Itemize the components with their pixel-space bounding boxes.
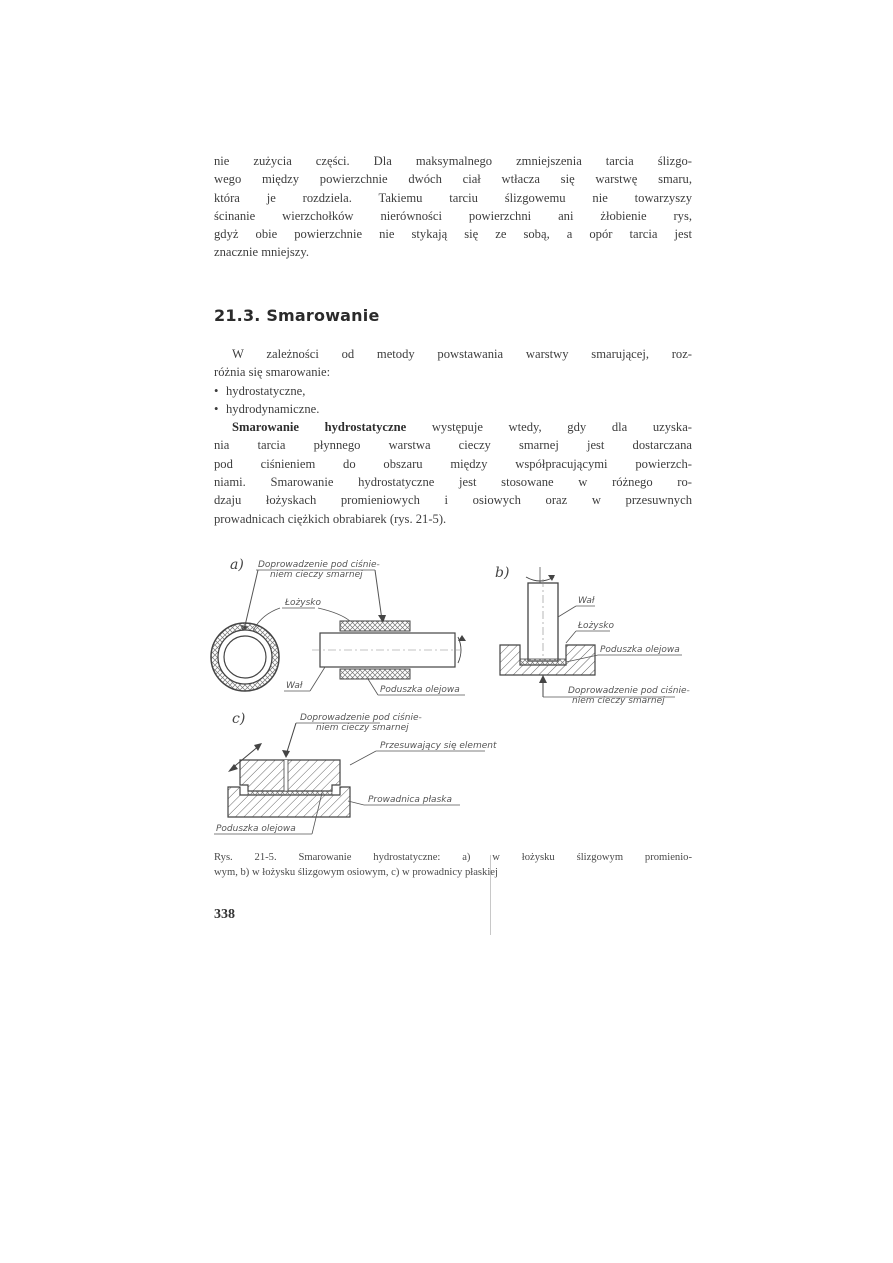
text-line: wego między powierzchnie dwóch ciał wtłacza się warstwę smaru, xyxy=(214,172,692,187)
bullet-item: • hydrodynamiczne. xyxy=(214,400,692,418)
label-oil-pad-a: Poduszka olejowa xyxy=(380,685,460,695)
label-guide: Prowadnica płaska xyxy=(368,795,452,805)
figure-letter-a: a) xyxy=(230,557,244,573)
figure-letter-b: b) xyxy=(495,565,510,581)
text-line: gdyż obie powierzchnie nie stykają się ze sobą, a opór tarcia jest xyxy=(214,227,692,242)
label-supply-a: Doprowadzenie pod ciśnie- xyxy=(258,560,380,570)
text-line: nia tarcia płynnego warstwa cieczy smarnej jest dostarczana xyxy=(214,438,692,453)
label-shaft-a: Wał xyxy=(286,681,303,691)
text-line: różnia się smarowanie: xyxy=(214,365,331,380)
text-line: prowadnicach ciężkich obrabiarek (rys. 21-5). xyxy=(214,511,447,526)
label-shaft-b: Wał xyxy=(578,596,595,606)
label-oil-pad-c: Poduszka olejowa xyxy=(216,824,296,834)
label-bearing-b: Łożysko xyxy=(578,621,615,631)
text-line: nie zużycia części. Dla maksymalnego zmniejszenia tarcia ślizgo- xyxy=(214,154,692,168)
figure-caption xyxy=(214,850,692,880)
label-supply-c: Doprowadzenie pod ciśnie- xyxy=(300,713,422,723)
text-fragment: występuje wtedy, gdy dla uzyska- xyxy=(406,420,693,435)
caption-line: Rys. 21-5. Smarowanie hydrostatyczne: a) w łożysku ślizgowym promienio- xyxy=(214,852,692,863)
label-sliding-element: Przesuwający się element xyxy=(380,741,497,751)
text-line: ścinanie wierzchołków nierówności powierzchni ani żłobienie rys, xyxy=(214,208,692,223)
label-supply-b-2: niem cieczy smarnej xyxy=(572,696,665,706)
page-number: 338 xyxy=(214,907,235,922)
paragraph-lubrication xyxy=(214,345,692,528)
defined-term: Smarowanie hydrostatyczne xyxy=(232,420,407,435)
bullet-item: • hydrostatyczne, xyxy=(214,382,692,400)
label-bearing-a: Łożysko xyxy=(285,598,322,608)
text-line: dzaju łożyskach promieniowych i osiowych oraz w przesuwnych xyxy=(214,493,692,508)
text-line: W zależności od metody powstawania warstwy smarującej, roz- xyxy=(232,347,692,361)
diagram-c xyxy=(214,711,497,834)
diagram-b xyxy=(495,565,690,706)
label-supply-c-2: niem cieczy smarnej xyxy=(316,723,409,733)
figure-letter-c: c) xyxy=(232,711,246,727)
text-line: która je rozdziela. Takiemu tarciu ślizgowemu nie towarzyszy xyxy=(214,190,692,205)
label-supply-a-2: niem cieczy smarnej xyxy=(270,570,363,580)
caption-line: wym, b) w łożysku ślizgowym osiowym, c) w prowadnicy płaskiej xyxy=(214,867,498,878)
paragraph-intro xyxy=(214,152,692,262)
text-line xyxy=(214,418,692,436)
text-line: niami. Smarowanie hydrostatyczne jest stosowane w różnego ro- xyxy=(214,475,692,490)
text-line: znacznie mniejszy. xyxy=(214,245,309,260)
label-oil-pad-b: Poduszka olejowa xyxy=(600,645,680,655)
section-heading: 21.3. Smarowanie xyxy=(214,306,380,325)
diagram-a xyxy=(211,557,466,695)
figure-21-5 xyxy=(200,555,690,855)
text-line: pod ciśnieniem do obszaru między współpracującymi powierzch- xyxy=(214,456,692,471)
label-supply-b: Doprowadzenie pod ciśnie- xyxy=(568,686,690,696)
